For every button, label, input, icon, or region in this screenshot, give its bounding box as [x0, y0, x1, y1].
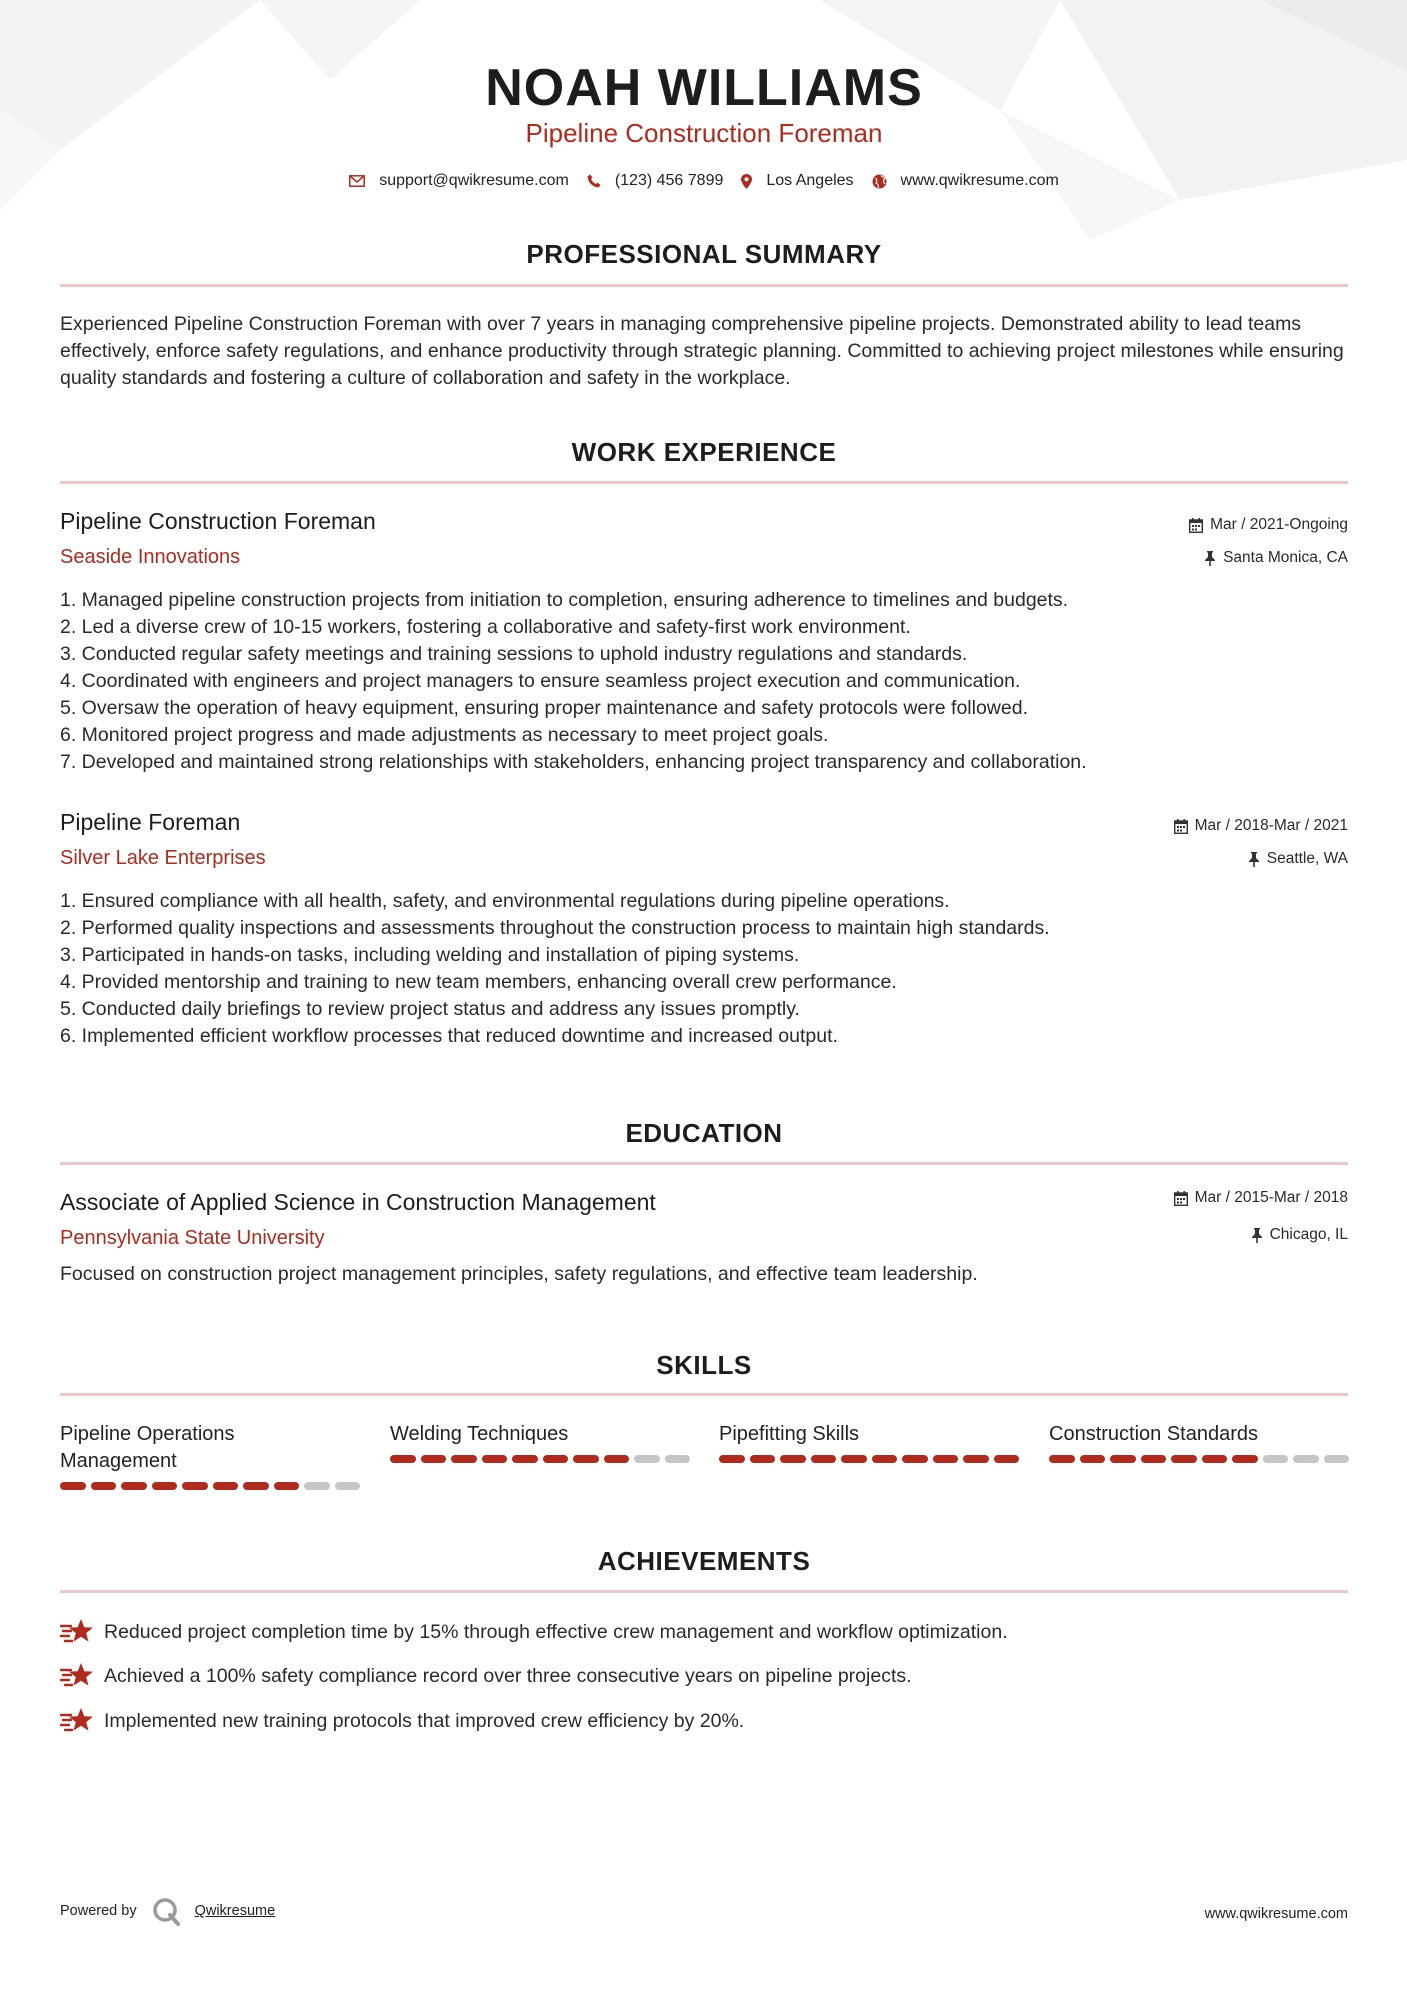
achievements-divider: [60, 1590, 1348, 1593]
skill-segment-filled: [933, 1455, 959, 1463]
skill-segment-filled: [1232, 1455, 1258, 1463]
skill-name: Pipefitting Skills: [719, 1423, 860, 1445]
list-item: 6. Monitored project progress and made adjustments as necessary to meet project goals.: [60, 724, 829, 746]
skill-segment-empty: [665, 1455, 691, 1463]
contact-phone[interactable]: [587, 172, 724, 190]
skill-segment-filled: [543, 1455, 569, 1463]
company-name: Silver Lake Enterprises: [60, 847, 266, 869]
education-divider: [60, 1162, 1348, 1165]
skill-segment-filled: [841, 1455, 867, 1463]
education-location: [1251, 1226, 1348, 1244]
skill-item: [390, 1421, 690, 1463]
skill-segment-filled: [963, 1455, 989, 1463]
skill-segment-filled: [213, 1482, 239, 1490]
list-item: 5. Oversaw the operation of heavy equipment, ensuring proper maintenance and safety protocols were followed.: [60, 697, 1028, 719]
skill-name: Pipeline Operations Management: [60, 1423, 235, 1472]
school-name: Pennsylvania State University: [60, 1227, 325, 1249]
phone-icon: [587, 174, 601, 188]
email-text: support@qwikresume.com: [379, 172, 569, 189]
footer-branding: [60, 1896, 275, 1926]
achievement-item: [60, 1707, 744, 1735]
skill-item: [60, 1421, 360, 1490]
job-bullets: [60, 888, 1348, 1050]
education-heading: EDUCATION: [625, 1118, 783, 1148]
skill-segment-filled: [1080, 1455, 1106, 1463]
skill-segment-filled: [152, 1482, 178, 1490]
website-text: www.qwikresume.com: [900, 172, 1059, 189]
calendar-icon: [1174, 819, 1188, 834]
list-item: 1. Managed pipeline construction projects from initiation to completion, ensuring adherence to timelines and budgets.: [60, 589, 1069, 611]
job-location-text: Seattle, WA: [1266, 850, 1348, 867]
candidate-role: Pipeline Construction Foreman: [525, 118, 883, 148]
list-item: 7. Developed and maintained strong relationships with stakeholders, enhancing project transparency and collaboration.: [60, 751, 1087, 773]
skill-level-bar: [719, 1455, 1019, 1463]
achievements-heading: ACHIEVEMENTS: [597, 1546, 811, 1576]
location-text: Los Angeles: [766, 172, 854, 189]
job-title: Pipeline Construction Foreman: [60, 508, 376, 534]
skill-segment-filled: [390, 1455, 416, 1463]
list-item: 4. Provided mentorship and training to new team members, enhancing overall crew performance.: [60, 971, 897, 993]
skill-segment-filled: [421, 1455, 447, 1463]
skill-segment-filled: [604, 1455, 630, 1463]
skill-segment-filled: [243, 1482, 269, 1490]
skill-segment-empty: [1263, 1455, 1289, 1463]
calendar-icon: [1189, 518, 1203, 533]
skill-item: [1049, 1421, 1349, 1463]
skill-level-bar: [60, 1482, 360, 1490]
phone-text: (123) 456 7899: [614, 172, 724, 189]
brand-link[interactable]: Qwikresume: [194, 1903, 276, 1919]
company-name: Seaside Innovations: [60, 546, 241, 568]
skill-segment-filled: [1171, 1455, 1197, 1463]
education-date-text: Mar / 2015-Mar / 2018: [1194, 1189, 1348, 1206]
powered-by-label: Powered by: [60, 1903, 137, 1919]
achievement-text: Achieved a 100% safety compliance record over three consecutive years on pipeline projects.: [104, 1664, 912, 1687]
list-item: 6. Implemented efficient workflow processes that reduced downtime and increased output.: [60, 1025, 838, 1047]
job-location: [1248, 850, 1348, 868]
list-item: 1. Ensured compliance with all health, safety, and environmental regulations during pipeline operations.: [60, 890, 950, 912]
skills-divider: [60, 1393, 1348, 1396]
skill-segment-empty: [304, 1482, 330, 1490]
skill-segment-filled: [994, 1455, 1020, 1463]
summary-divider: [60, 284, 1348, 287]
job-location: [1204, 549, 1348, 567]
skill-segment-filled: [750, 1455, 776, 1463]
skill-segment-filled: [121, 1482, 147, 1490]
skill-level-bar: [1049, 1455, 1349, 1463]
summary-heading: PROFESSIONAL SUMMARY: [526, 239, 882, 269]
contact-website[interactable]: [872, 172, 1059, 190]
job-bullets: [60, 587, 1348, 776]
skill-segment-filled: [719, 1455, 745, 1463]
skill-segment-filled: [1141, 1455, 1167, 1463]
candidate-name: NOAH WILLIAMS: [485, 59, 923, 117]
job-title: Pipeline Foreman: [60, 809, 241, 835]
skill-segment-filled: [811, 1455, 837, 1463]
education-location-text: Chicago, IL: [1269, 1226, 1348, 1243]
footer-website-link[interactable]: www.qwikresume.com: [1204, 1906, 1348, 1922]
list-item: 2. Performed quality inspections and assessments throughout the construction process to maintain high standards.: [60, 917, 1050, 939]
education-date: [1174, 1189, 1348, 1207]
skill-segment-filled: [1202, 1455, 1228, 1463]
skill-segment-filled: [902, 1455, 928, 1463]
experience-divider: [60, 481, 1348, 484]
calendar-icon: [1174, 1191, 1188, 1206]
skill-segment-filled: [573, 1455, 599, 1463]
list-item: 3. Conducted regular safety meetings and training sessions to uphold industry regulations and standards.: [60, 643, 968, 665]
skill-segment-filled: [451, 1455, 477, 1463]
list-item: 2. Led a diverse crew of 10-15 workers, fostering a collaborative and safety-first work environment.: [60, 616, 911, 638]
skill-segment-empty: [634, 1455, 660, 1463]
q-logo-icon: [151, 1896, 181, 1926]
skill-segment-filled: [1110, 1455, 1136, 1463]
list-item: 4. Coordinated with engineers and project managers to ensure seamless project execution and communication.: [60, 670, 1021, 692]
summary-text: Experienced Pipeline Construction Foreman with over 7 years in managing comprehensive pipeline projects. Demonstrated ability to lead teams effectively, enforce safety regulations, and enhance productivity through strategic planning. Committed to achieving project milestones while ensuring quality standards and fostering a culture of collaboration and safety in the workplace.: [60, 313, 1344, 389]
skill-segment-empty: [1324, 1455, 1350, 1463]
pushpin-icon: [1204, 551, 1216, 566]
skill-segment-empty: [1293, 1455, 1319, 1463]
skill-segment-filled: [1049, 1455, 1075, 1463]
achievement-text: Implemented new training protocols that improved crew efficiency by 20%.: [104, 1709, 745, 1732]
skill-segment-empty: [335, 1482, 361, 1490]
pushpin-icon: [1251, 1228, 1263, 1243]
star-badge-icon: [60, 1707, 94, 1735]
skill-segment-filled: [274, 1482, 300, 1490]
skill-segment-filled: [91, 1482, 117, 1490]
education-description: Focused on construction project management principles, safety regulations, and effective team leadership.: [60, 1263, 978, 1285]
job-date: [1174, 817, 1348, 835]
job-date-text: Mar / 2018-Mar / 2021: [1194, 817, 1348, 834]
achievement-text: Reduced project completion time by 15% through effective crew management and workflow optimization.: [104, 1620, 1008, 1643]
skill-segment-filled: [512, 1455, 538, 1463]
skills-heading: SKILLS: [656, 1350, 752, 1380]
job-date-text: Mar / 2021-Ongoing: [1210, 516, 1348, 533]
list-item: 3. Participated in hands-on tasks, including welding and installation of piping systems.: [60, 944, 800, 966]
experience-heading: WORK EXPERIENCE: [571, 437, 837, 467]
contact-email[interactable]: [349, 172, 569, 190]
star-badge-icon: [60, 1618, 94, 1646]
job-date: [1189, 516, 1348, 534]
skill-name: Welding Techniques: [390, 1423, 569, 1445]
skill-segment-filled: [482, 1455, 508, 1463]
list-item: 5. Conducted daily briefings to review project status and address any issues promptly.: [60, 998, 800, 1020]
contact-location: [741, 172, 853, 190]
globe-icon: [872, 174, 887, 189]
achievement-item: [60, 1618, 1008, 1646]
skill-level-bar: [390, 1455, 690, 1463]
pushpin-icon: [1248, 852, 1260, 867]
envelope-icon: [349, 175, 365, 187]
map-pin-icon: [741, 174, 752, 189]
skill-name: Construction Standards: [1049, 1423, 1259, 1445]
skill-segment-filled: [872, 1455, 898, 1463]
contact-bar: [60, 172, 1348, 190]
skill-item: [719, 1421, 1019, 1463]
job-location-text: Santa Monica, CA: [1223, 549, 1348, 566]
achievement-item: [60, 1662, 912, 1690]
star-badge-icon: [60, 1662, 94, 1690]
skill-segment-filled: [60, 1482, 86, 1490]
skill-segment-filled: [780, 1455, 806, 1463]
skill-segment-filled: [182, 1482, 208, 1490]
degree-title: Associate of Applied Science in Construction Management: [60, 1189, 656, 1215]
